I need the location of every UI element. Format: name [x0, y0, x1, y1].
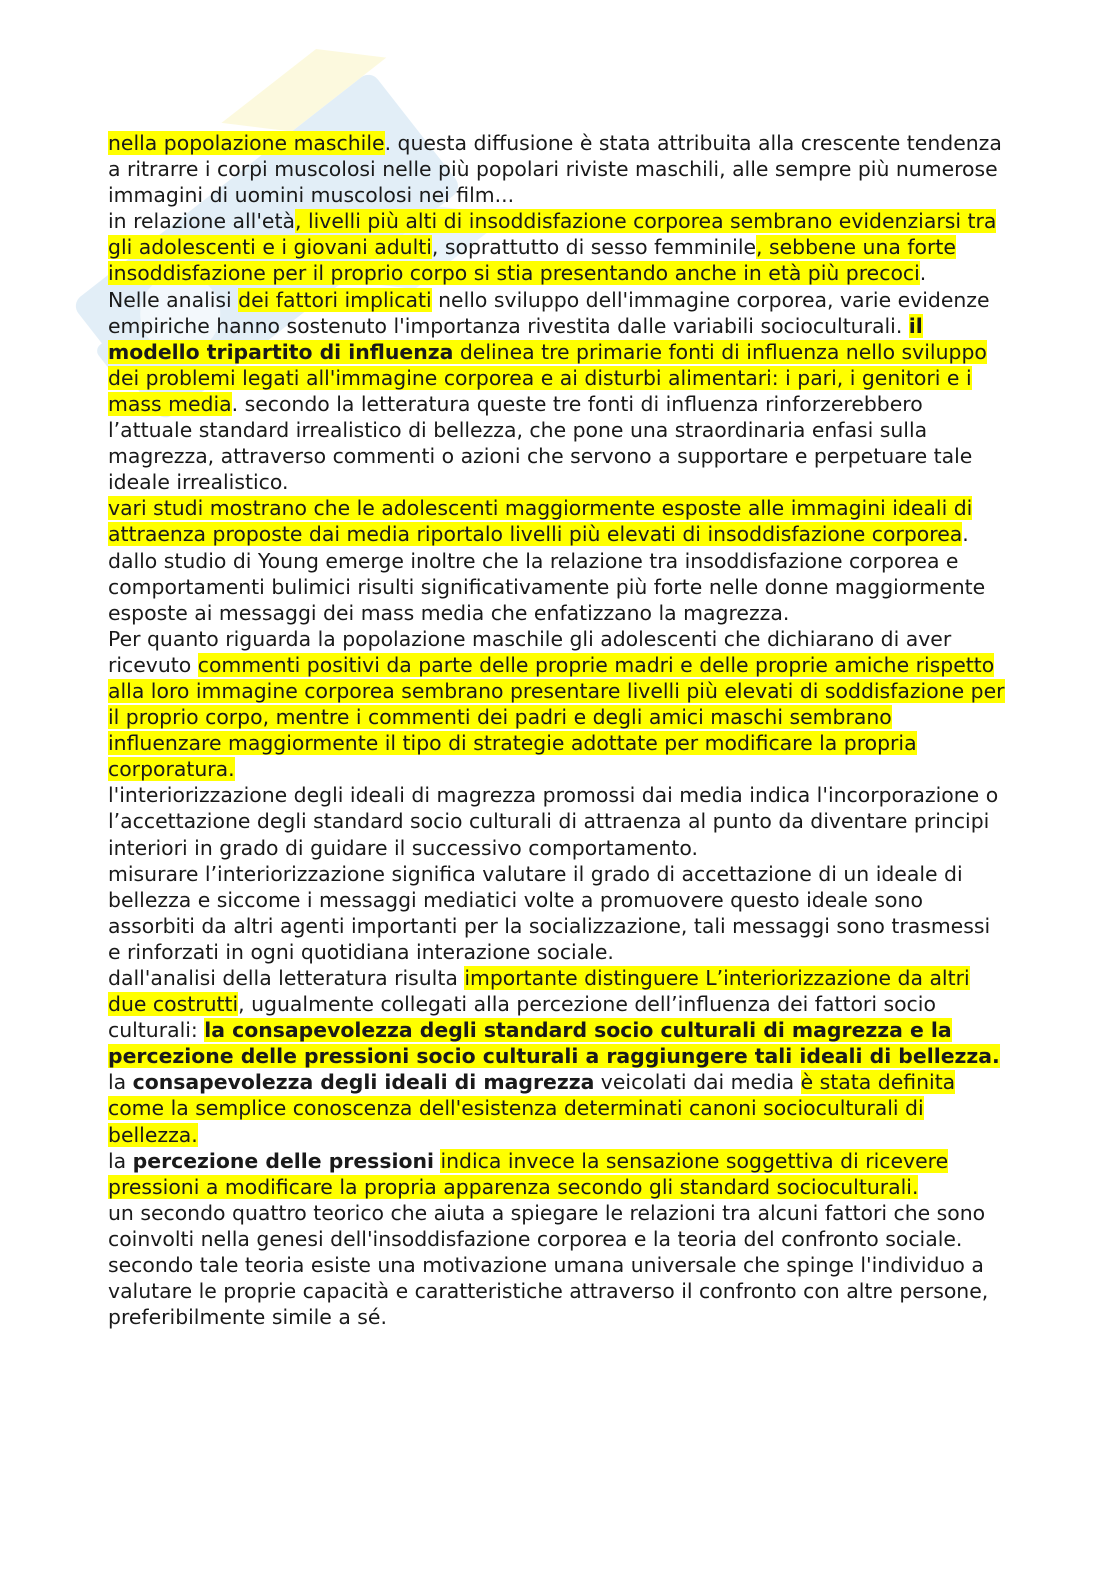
paragraph — [108, 626, 1008, 783]
highlighted-text: dei fattori implicati — [238, 287, 432, 312]
document-body — [108, 130, 1008, 1330]
text-run: . — [919, 261, 927, 286]
paragraph — [108, 1069, 1008, 1147]
text-run: veicolati dai media — [594, 1070, 801, 1095]
highlighted-text: commenti positivi da parte delle proprie madri e delle proprie amiche rispetto alla loro immagine corporea sembrano presentare livelli più elevati di soddisfazione per il proprio corpo, mentre i commenti dei padri e degli amici maschi sembrano influenzare maggiormente il tipo di strategie adottate per modificare la propria corporatura. — [108, 652, 1005, 782]
text-run: , ugualmente collegati alla percezione dell’influenza dei fattori socio culturali: — [108, 992, 936, 1043]
paragraph — [108, 130, 1008, 208]
highlighted-text: nella popolazione maschile — [108, 131, 385, 155]
highlighted-text: importante distinguere L’interiorizzazione da altri due costrutti — [108, 966, 970, 1017]
text-run: l'interiorizzazione degli ideali di magrezza promossi dai media indica l'incorporazione o l’accettazione degli standard socio culturali di attraenza al punto da diventare principi interiori in grado di guidare il successivo comportamento. — [108, 783, 999, 860]
paragraph — [108, 1200, 1008, 1330]
bold-text: consapevolezza degli ideali di magrezza — [132, 1070, 595, 1095]
highlighted-text: è stata definita come la semplice conoscenza dell'esistenza determinati canoni socioculturali di bellezza. — [108, 1070, 956, 1147]
bold-text: percezione delle pressioni — [132, 1148, 434, 1173]
text-run: Nelle analisi — [108, 287, 239, 312]
text-run: la — [108, 1070, 133, 1095]
text-run: in relazione all'età — [108, 209, 295, 234]
paragraph — [108, 287, 1008, 496]
text-run: un secondo quattro teorico che aiuta a spiegare le relazioni tra alcuni fattori che sono coinvolti nella genesi dell'insoddisfazione corporea e la teoria del confronto sociale. secondo tale teoria esiste una motivazione umana universale che spinge l'individuo a valutare le proprie capacità e caratteristiche attraverso il confronto con altre persone, preferibilmente simile a sé. — [108, 1200, 989, 1330]
paragraph — [108, 208, 1008, 286]
highlighted-text: , livelli più alti di insoddisfazione corporea sembrano evidenziarsi tra gli adolescenti e i giovani adulti — [108, 209, 997, 260]
paragraph — [108, 782, 1008, 860]
paragraph — [108, 861, 1008, 965]
text-run: . dallo studio di Young emerge inoltre che la relazione tra insoddisfazione corporea e comportamenti bulimici risulti significativamente più forte nelle donne maggiormente esposte ai messaggi dei mass media che enfatizzano la magrezza. — [108, 522, 986, 625]
highlighted-text: indica invece la sensazione soggettiva di ricevere pressioni a modificare la propria apparenza secondo gli standard socioculturali. — [108, 1148, 949, 1199]
text-run: . questa diffusione è stata attribuita alla crescente tendenza a ritrarre i corpi muscolosi nelle più popolari riviste maschili, alle sempre più numerose immagini di uomini muscolosi nei film... — [108, 131, 1002, 208]
highlighted-text: la consapevolezza degli standard socio culturali di magrezza e la percezione delle pressioni socio culturali a raggiungere tali ideali di bellezza. — [108, 1018, 1000, 1069]
text-run: . secondo la letteratura queste tre fonti di influenza rinforzerebbero l’attuale standard irrealistico di bellezza, che pone una straordinaria enfasi sulla magrezza, attraverso commenti o azioni che servono a supportare e perpetuare tale ideale irrealistico. — [108, 391, 973, 495]
paragraph — [108, 1148, 1008, 1200]
text-run: Per quanto riguarda la popolazione maschile gli adolescenti che dichiarano di aver ricevuto — [108, 626, 952, 677]
text-run: dall'analisi della letteratura risulta — [108, 966, 465, 990]
text-run: nello sviluppo dell'immagine corporea, varie evidenze empiriche hanno sostenuto l'importanza rivestita dalle variabili socioculturali. — [108, 287, 990, 338]
text-run: la — [108, 1148, 133, 1173]
highlighted-text: il modello tripartito di influenza — [108, 313, 923, 364]
text-run: , soprattutto di sesso femminile — [431, 235, 757, 260]
paragraph — [108, 495, 1008, 625]
text-run: misurare l’interiorizzazione significa valutare il grado di accettazione di un ideale di bellezza e siccome i messaggi mediatici volte a promuovere questo ideale sono assorbiti da altri agenti importanti per la socializzazione, tali messaggi sono trasmessi e rinforzati in ogni quotidiana interazione sociale. — [108, 861, 991, 964]
highlighted-text: , sebbene una forte insoddisfazione per il proprio corpo si stia presentando anche in età più precoci — [108, 235, 956, 286]
highlighted-text: vari studi mostrano che le adolescenti maggiormente esposte alle immagini ideali di attraenza proposte dai media riportalo livelli più elevati di insoddisfazione corporea — [108, 496, 973, 547]
paragraph — [108, 965, 1008, 1069]
highlighted-text: delinea tre primarie fonti di influenza nello sviluppo dei problemi legati all'immagine corporea e ai disturbi alimentari: i pari, i genitori e i mass media — [108, 339, 987, 416]
